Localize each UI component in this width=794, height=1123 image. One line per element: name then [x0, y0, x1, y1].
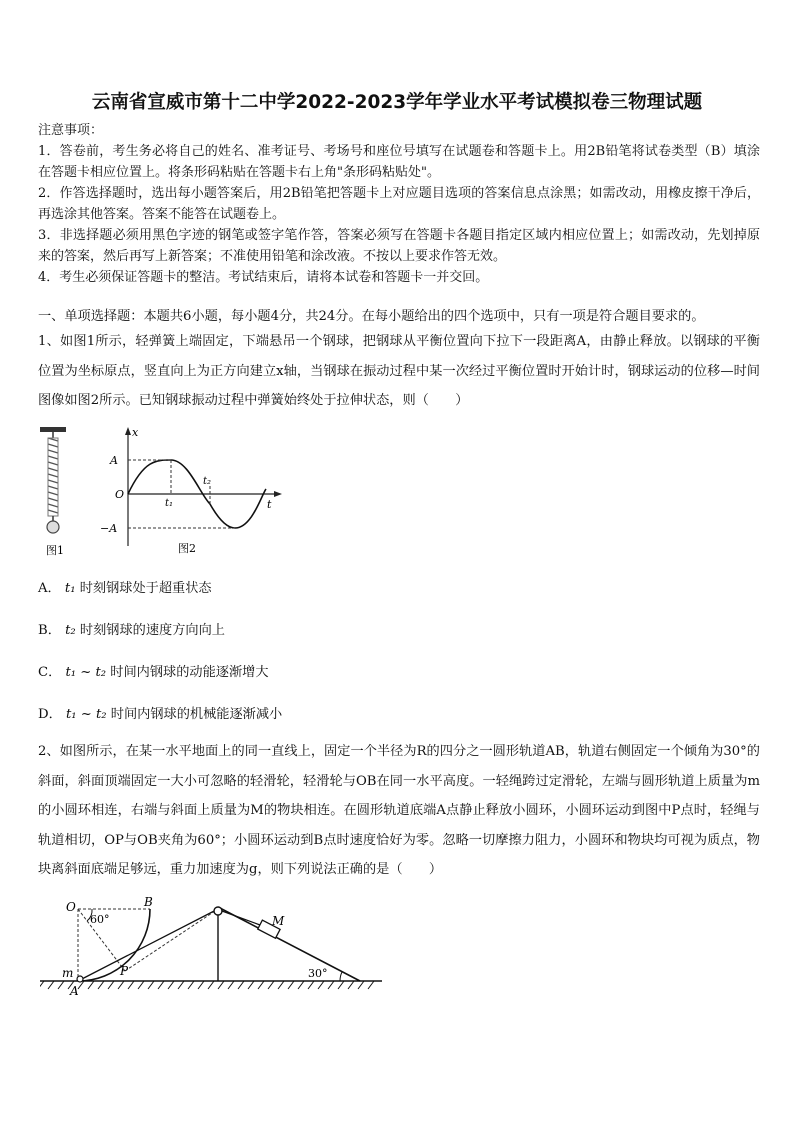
question-1-text: 1、如图1所示，轻弹簧上端固定，下端悬吊一个钢球，把钢球从平衡位置向下拉下一段距离A，由静止释放。以钢球的平衡位置为坐标原点，竖直向上为正方向建立x轴，当钢球在振动过程中某一次经过平衡位置时开始计时，钢球运动的位移—时间图像如图2所示。已知钢球振动过程中弹簧始终处于拉伸状态，则（ ） — [38, 334, 760, 408]
graph-t1-label: t₁ — [165, 498, 174, 509]
notice-item-4: 4．考生必须保证答题卡的整洁。考试结束后，请将本试卷和答题卡一并交回。 — [38, 270, 489, 285]
option-letter: C． — [38, 665, 62, 680]
page-title: 云南省宣威市第十二中学2022-2023学年学业水平考试模拟卷三物理试题 — [91, 92, 703, 113]
figure-2-graph — [92, 424, 292, 559]
option-text: 时间内钢球的机械能逐渐减小 — [110, 707, 283, 722]
graph-x-label: x — [132, 426, 139, 439]
notice-section — [38, 120, 760, 288]
option-variable: t₁ ~ t₂ — [65, 707, 107, 722]
notice-heading: 注意事项： — [38, 123, 104, 138]
option-variable: t₁ — [64, 581, 76, 596]
q1-option-d[interactable] — [38, 703, 282, 722]
graph-origin-label: O — [115, 488, 125, 501]
q1-option-a[interactable] — [38, 577, 212, 596]
fig-label-o: O — [66, 900, 76, 914]
option-letter: A． — [38, 581, 61, 596]
option-text: 时间内钢球的动能逐渐增大 — [110, 665, 269, 680]
section-text: 一、单项选择题：本题共6小题，每小题4分，共24分。在每小题给出的四个选项中，只有一项是符合题目要求的。 — [38, 309, 705, 324]
notice-item-1: 1．答卷前，考生务必将自己的姓名、准考证号、考场号和座位号填写在试题卷和答题卡上。用2B铅笔将试卷类型（B）填涂在答题卡相应位置上。将条形码粘贴在答题卡右上角"条形码粘贴处"。 — [38, 144, 760, 180]
figure-2-caption: 图2 — [178, 542, 196, 555]
fig-label-mass-m-upper: M — [272, 914, 285, 928]
option-letter: D． — [38, 707, 62, 722]
question-2-text: 2、如图所示，在某一水平地面上的同一直线上，固定一个半径为R的四分之一圆形轨道AB，轨道右侧固定一个倾角为30°的斜面，斜面顶端固定一大小可忽略的轻滑轮，轻滑轮与OB在同一水平高度。一轻绳跨过定滑轮，左端与圆形轨道上质量为m的小圆环相连，右端与斜面上质量为M的物块相连。在圆形轨道底端A点静止释放小圆环，小圆环运动到图中P点时，轻绳与轨道相切，OP与OB夹角为60°；小圆环运动到B点时速度恰好为零。忽略一切摩擦力阻力，小圆环和物块均可视为质点，物块离斜面底端足够远，重力加速度为g，则下列说法正确的是（ ） — [38, 744, 760, 877]
option-text: 时刻钢球处于超重状态 — [79, 581, 212, 596]
fig-label-b: B — [144, 895, 153, 909]
option-text: 时刻钢球的速度方向向上 — [79, 623, 225, 638]
graph-a-label: A — [110, 454, 118, 467]
option-variable: t₂ — [65, 623, 76, 638]
graph-t-label: t — [267, 498, 272, 511]
question-2-stem — [38, 737, 760, 885]
graph-neg-a-label: −A — [100, 522, 118, 535]
question-1-stem — [38, 327, 760, 416]
fig-label-a: A — [70, 984, 79, 998]
figure-1-spring — [36, 424, 76, 559]
figure-1-caption: 图1 — [46, 544, 64, 557]
option-variable: t₁ ~ t₂ — [65, 665, 107, 680]
option-letter: B． — [38, 623, 61, 638]
fig-label-60: 60° — [90, 913, 110, 926]
graph-t2-label: t₂ — [203, 476, 212, 487]
figure-q2-track — [40, 895, 390, 1000]
fig-label-30: 30° — [308, 967, 328, 980]
q1-option-c[interactable] — [38, 661, 269, 680]
fig-label-p: P — [120, 964, 129, 978]
notice-item-2: 2．作答选择题时，选出每小题答案后，用2B铅笔把答题卡上对应题目选项的答案信息点涂黑；如需改动，用橡皮擦干净后，再选涂其他答案。答案不能答在试题卷上。 — [38, 186, 760, 222]
fig-label-mass-m: m — [62, 966, 74, 980]
notice-item-3: 3．非选择题必须用黑色字迹的钢笔或签字笔作答，答案必须写在答题卡各题目指定区域内相应位置上；如需改动，先划掉原来的答案，然后再写上新答案；不准使用铅笔和涂改液。不按以上要求作答无效。 — [38, 228, 760, 264]
q1-option-b[interactable] — [38, 619, 225, 638]
